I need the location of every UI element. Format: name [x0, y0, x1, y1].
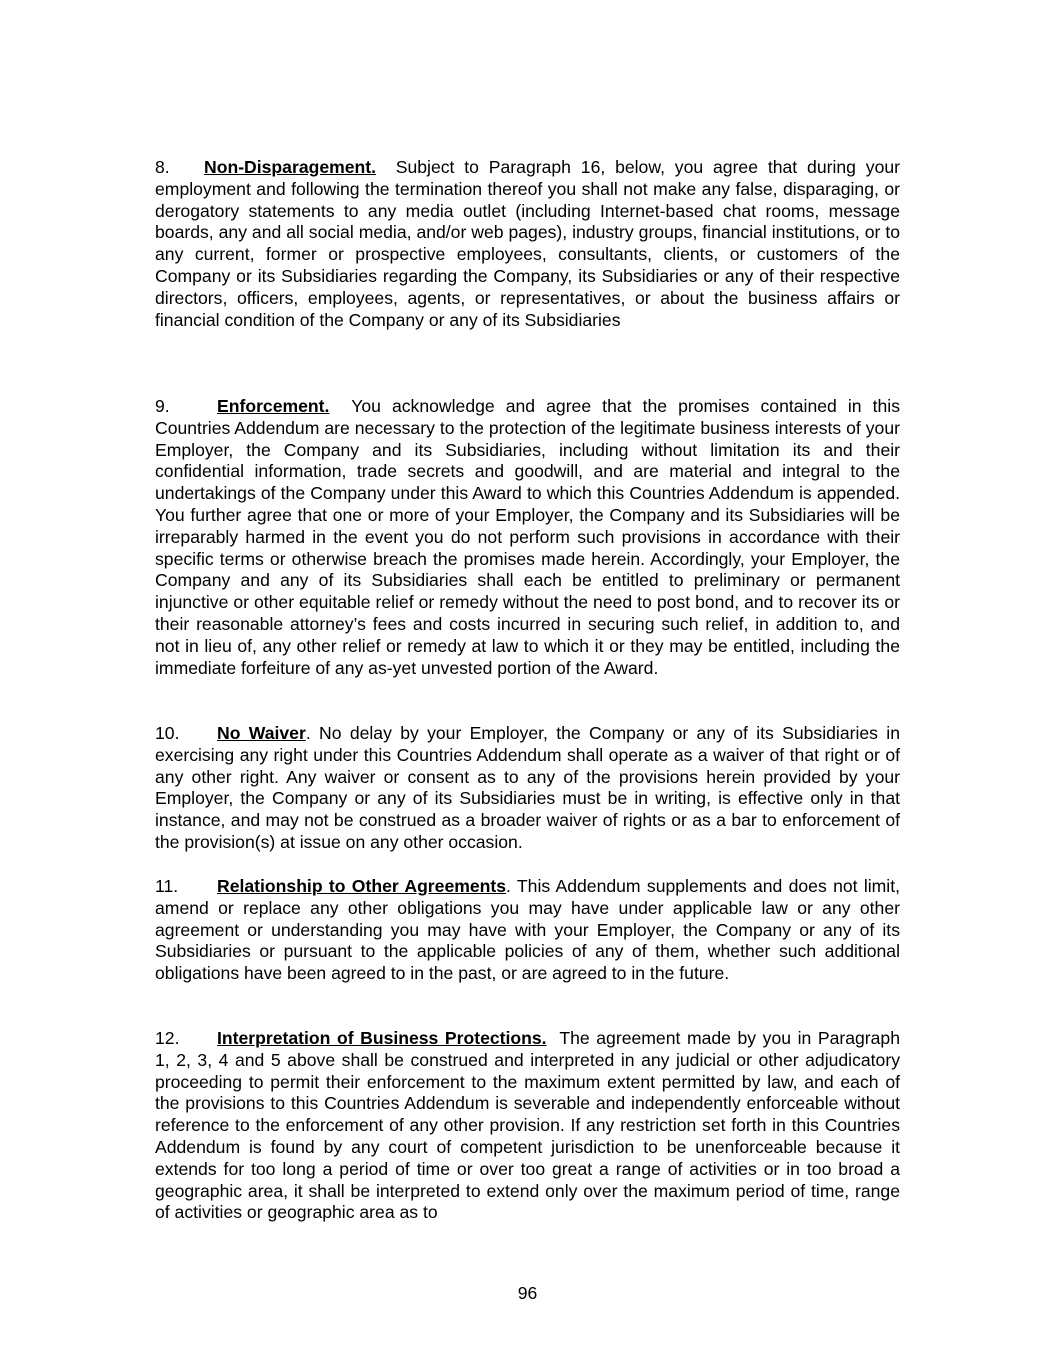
- section-heading: Relationship to Other Agreements: [217, 876, 507, 896]
- section-body: . This Addendum supplements and does not limit, amend or replace any other obligations you may have under applicable law or any other agreement or understanding you may have with your Employer, the Company or any of its Subsidiaries or pursuant to the applicable policies of any of them, whether such additional obligations have been agreed to in the past, or are agreed to in the future.: [155, 876, 900, 984]
- section-body: . No delay by your Employer, the Company or any of its Subsidiaries in exercising any right under this Countries Addendum shall operate as a waiver of that right or of any other right. Any waiver or consent as to any of the provisions herein provided by your Employer, the Company or any of its Subsidiaries must be in writing, is effective only in that instance, and may not be construed as a broader waiver of rights or as a bar to enforcement of the provision(s) at issue on any other occasion.: [155, 723, 900, 852]
- section-body: Subject to Paragraph 16, below, you agree that during your employment and following the termination thereof you shall not make any false, disparaging, or derogatory statements to any media outlet (including Internet-based chat rooms, message boards, any and all social media, and/or web pages), industry groups, financial institutions, or to any current, former or prospective employees, consultants, clients, or customers of the Company or its Subsidiaries regarding the Company, its Subsidiaries or any of their respective directors, officers, employees, agents, or representatives, or about the business affairs or financial condition of the Company or any of its Subsidiaries: [155, 157, 900, 330]
- section-number: 12.: [155, 1028, 180, 1048]
- section-10-paragraph: [155, 723, 900, 854]
- section-number: 8.: [155, 157, 170, 177]
- section-number: 9.: [155, 396, 170, 416]
- page-number: 96: [517, 1283, 538, 1303]
- section-body: You acknowledge and agree that the promises contained in this Countries Addendum are necessary to the protection of the legitimate business interests of your Employer, the Company and its Subsidiaries, including without limitation its and their confidential information, trade secrets and goodwill, and are material and integral to the undertakings of the Company under this Award to which this Countries Addendum is appended. You further agree that one or more of your Employer, the Company and its Subsidiaries will be irreparably harmed in the event you do not perform such provisions in accordance with their specific terms or otherwise breach the promises made herein. Accordingly, your Employer, the Company and any of its Subsidiaries shall each be entitled to preliminary or permanent injunctive or other equitable relief or remedy without the need to post bond, and to recover its or their reasonable attorney’s fees and costs incurred in securing such relief, in addition to, and not in lieu of, any other relief or remedy at law to which it or they may be entitled, including the immediate forfeiture of any as-yet unvested portion of the Award.: [155, 396, 900, 678]
- section-11-paragraph: [155, 876, 900, 985]
- section-number: 11.: [155, 876, 179, 896]
- section-heading: Enforcement.: [217, 396, 330, 416]
- section-8-paragraph: [155, 157, 900, 331]
- section-12-paragraph: [155, 1028, 900, 1224]
- section-heading: Interpretation of Business Protections.: [217, 1028, 547, 1048]
- section-9-paragraph: [155, 396, 900, 679]
- section-heading: Non-Disparagement.: [204, 157, 377, 177]
- section-body: The agreement made by you in Paragraph 1, 2, 3, 4 and 5 above shall be construed and interpreted in any judicial or other adjudicatory proceeding to permit their enforcement to the maximum extent permitted by law, and each of the provisions to this Countries Addendum is severable and independently enforceable without reference to the enforcement of any other provision. If any restriction set forth in this Countries Addendum is found by any court of competent jurisdiction to be unenforceable because it extends for too long a period of time or over too great a range of activities or in too broad a geographic area, it shall be interpreted to extend only over the maximum period of time, range of activities or geographic area as to: [155, 1028, 900, 1223]
- section-number: 10.: [155, 723, 180, 743]
- section-heading: No Waiver: [217, 723, 306, 743]
